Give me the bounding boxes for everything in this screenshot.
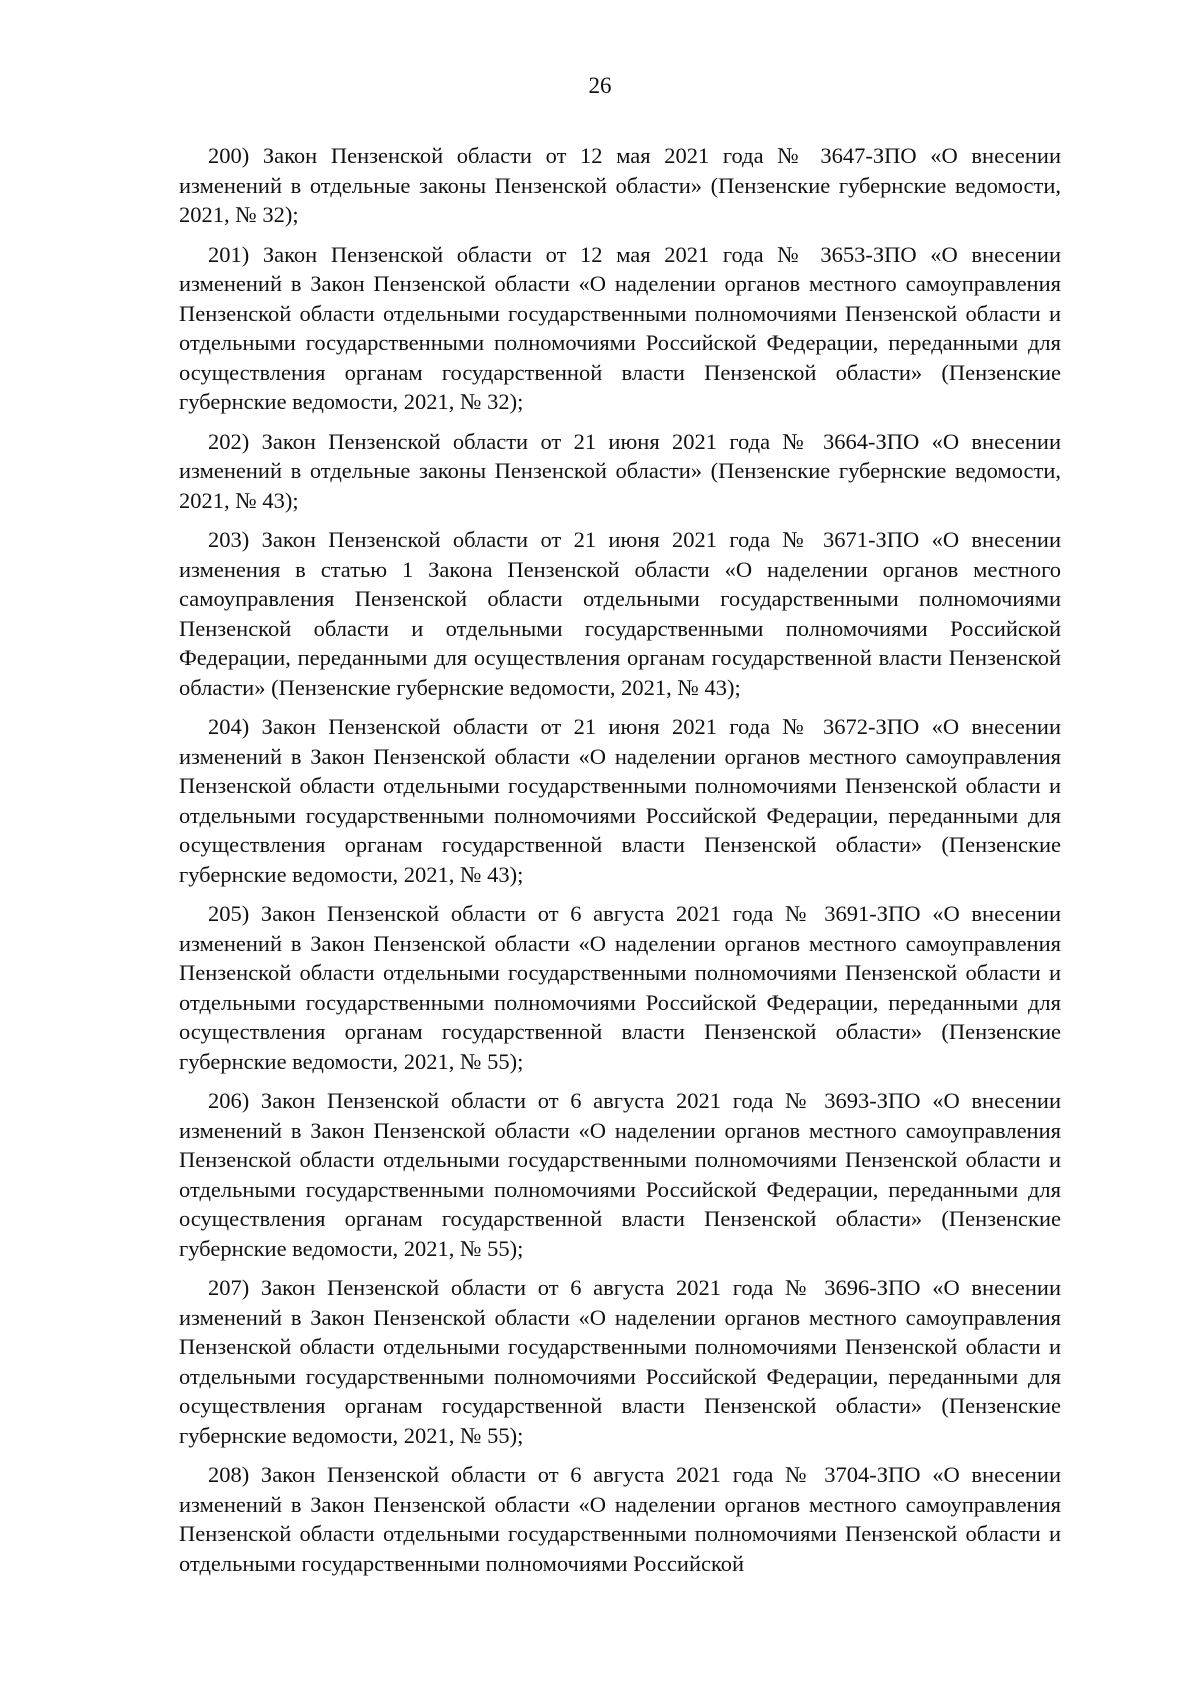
law-list-item: 207) Закон Пензенской области от 6 августа 2021 года № 3696-ЗПО «О внесении изменений в Закон Пензенской области «О наделении органов местного самоуправления Пензенской области отдельными государственными полномочиями Пензенской области и отдельными государственными полномочиями Российской Федерации, переданными для осуществления органам государственной власти Пензенской области» (Пензенские губернские ведомости, 2021, № 55); [179, 1275, 1061, 1448]
law-list-item: 208) Закон Пензенской области от 6 августа 2021 года № 3704-ЗПО «О внесении изменений в Закон Пензенской области «О наделении органов местного самоуправления Пензенской области отдельными государственными полномочиями Пензенской области и отдельными государственными полномочиями Российской [179, 1462, 1061, 1576]
law-list-item: 203) Закон Пензенской области от 21 июня 2021 года № 3671-ЗПО «О внесении изменения в статью 1 Закона Пензенской области «О наделении органов местного самоуправления Пензенской области отдельными государственными полномочиями Пензенской области и отдельными государственными полномочиями Российской Федерации, переданными для осуществления органам государственной власти Пензенской области» (Пензенские губернские ведомости, 2021, № 43); [179, 527, 1061, 700]
law-list-item: 206) Закон Пензенской области от 6 августа 2021 года № 3693-ЗПО «О внесении изменений в Закон Пензенской области «О наделении органов местного самоуправления Пензенской области отдельными государственными полномочиями Пензенской области и отдельными государственными полномочиями Российской Федерации, переданными для осуществления органам государственной власти Пензенской области» (Пензенские губернские ведомости, 2021, № 55); [179, 1088, 1061, 1261]
law-list-item: 204) Закон Пензенской области от 21 июня 2021 года № 3672-ЗПО «О внесении изменений в Закон Пензенской области «О наделении органов местного самоуправления Пензенской области отдельными государственными полномочиями Пензенской области и отдельными государственными полномочиями Российской Федерации, переданными для осуществления органам государственной власти Пензенской области» (Пензенские губернские ведомости, 2021, № 43); [179, 714, 1061, 887]
law-list [179, 141, 1061, 1588]
page-number: 26 [588, 73, 612, 98]
law-list-item: 201) Закон Пензенской области от 12 мая 2021 года № 3653-ЗПО «О внесении изменений в Закон Пензенской области «О наделении органов местного самоуправления Пензенской области отдельными государственными полномочиями Пензенской области и отдельными государственными полномочиями Российской Федерации, переданными для осуществления органам государственной власти Пензенской области» (Пензенские губернские ведомости, 2021, № 32); [179, 241, 1061, 414]
law-list-item: 205) Закон Пензенской области от 6 августа 2021 года № 3691-ЗПО «О внесении изменений в Закон Пензенской области «О наделении органов местного самоуправления Пензенской области отдельными государственными полномочиями Пензенской области и отдельными государственными полномочиями Российской Федерации, переданными для осуществления органам государственной власти Пензенской области» (Пензенские губернские ведомости, 2021, № 55); [179, 901, 1061, 1074]
law-list-item: 200) Закон Пензенской области от 12 мая 2021 года № 3647-ЗПО «О внесении изменений в отдельные законы Пензенской области» (Пензенские губернские ведомости, 2021, № 32); [179, 143, 1061, 227]
law-list-item: 202) Закон Пензенской области от 21 июня 2021 года № 3664-ЗПО «О внесении изменений в отдельные законы Пензенской области» (Пензенские губернские ведомости, 2021, № 43); [179, 428, 1061, 513]
